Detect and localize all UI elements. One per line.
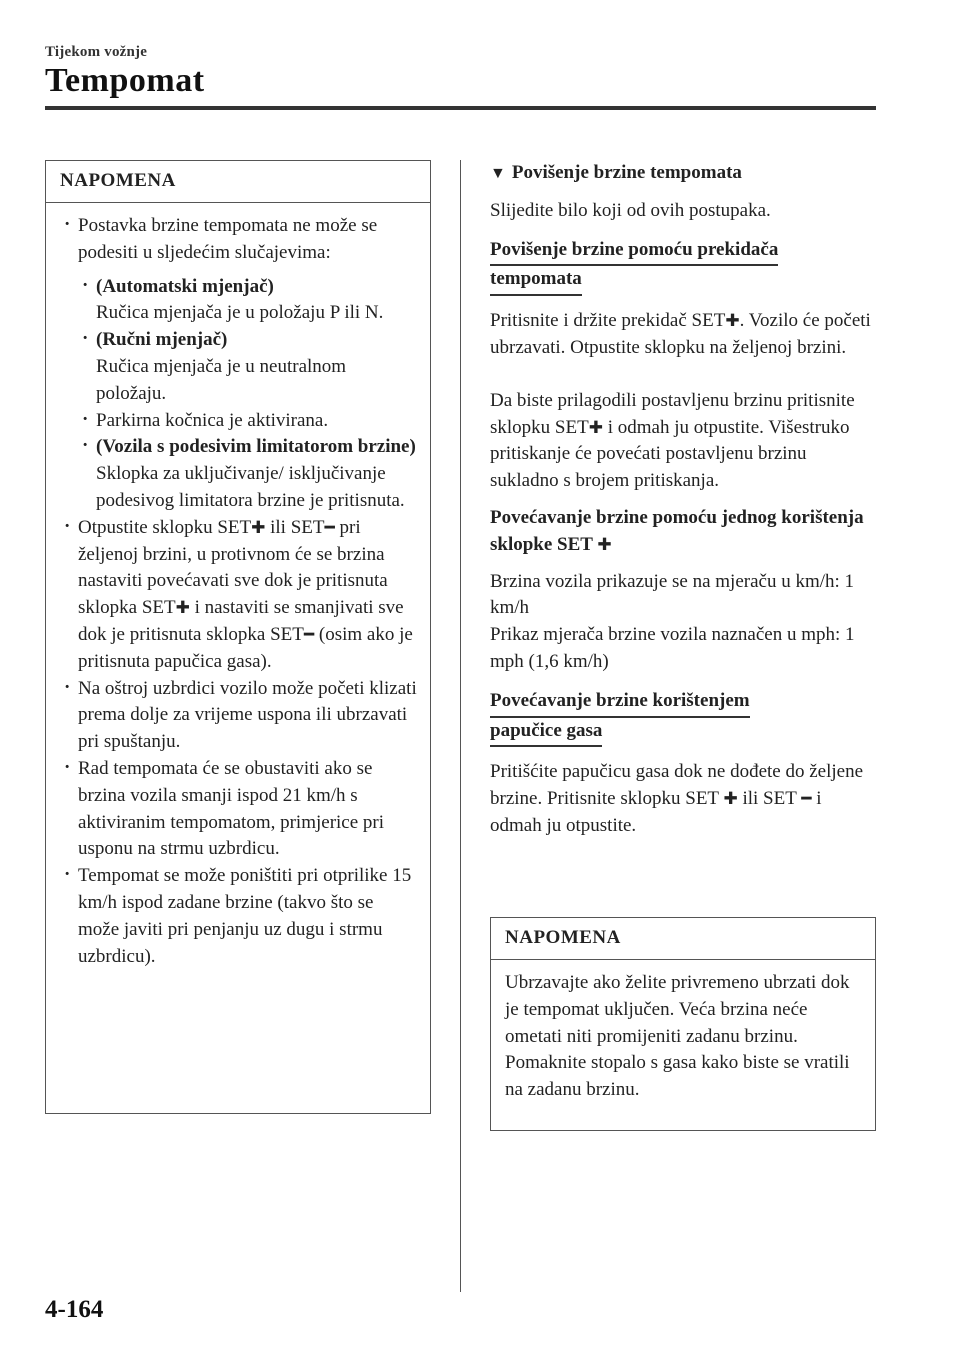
list-item: · Tempomat se može poništiti pri otprilike 15 km/h ispod zadane brzine (takvo što se može javiti pri penjanju uz dugu i strmu uzbrdicu). [60,863,418,970]
column-divider [460,160,461,1292]
list-item: · Postavka brzine tempomata ne može se podesiti u sljedećim slučajevima: [60,213,418,267]
note-heading: NAPOMENA [46,161,430,203]
minus-icon: ━ [324,517,335,538]
list-item: · Na oštroj uzbrdici vozilo može početi klizati prema dolje za vrijeme uspona ili ubrzavati pri spuštanju. [60,676,418,756]
subsection-heading: Povišenje brzine pomoću prekidača tempomata [490,237,876,297]
plus-icon: ✚ [723,789,738,810]
triangle-icon: ▼ [490,165,506,182]
title-rule [45,106,876,110]
section-heading: ▼ Povišenje brzine tempomata [490,162,742,183]
plus-icon: ✚ [175,598,190,619]
paragraph: Brzina vozila prikazuje se na mjeraču u km/h: 1 km/h [490,570,855,619]
breadcrumb: Tijekom vožnje [45,44,148,60]
minus-icon: ━ [801,789,812,810]
plus-icon: ✚ [251,517,266,538]
list-subitem: · Parkirna kočnica je aktivirana. [60,408,418,435]
note-body [46,203,430,984]
page-title: Tempomat [45,62,205,99]
list-subitem-text: Ručica mjenjača je u neutralnom položaju. [96,355,347,404]
plus-icon: ✚ [597,534,612,555]
right-note-box [490,917,876,1131]
paragraph: Prikaz mjerača brzine vozila naznačen u mph: 1 mph (1,6 km/h) [490,624,855,672]
minus-icon: ━ [303,624,315,645]
list-item: · Rad tempomata će se obustaviti ako se brzina vozila smanji ispod 21 km/h s aktiviranim tempomatom, primjerice pri usponu na strmu uzbrdicu. [60,756,418,863]
bold-heading: Povećavanje brzine pomoću jednog korištenja sklopke SET ✚ [490,506,864,555]
list-subitem-text: Sklopka za uključivanje/ isključivanje podesivog limitatora brzine je pritisnuta. [96,463,405,511]
list-item: · Otpustite sklopku SET✚ ili SET━ pri željenoj brzini, u protivnom će se brzina nastaviti povećavati sve dok je pritisnuta sklopka SET✚ i nastaviti se smanjivati sve dok je pritisnuta sklopka SET━ (osim ako je pritisnuta papučica gasa). [60,515,418,676]
plus-icon: ✚ [588,417,603,438]
paragraph: Pritisnite i držite prekidač SET✚. Vozilo će početi ubrzavati. Otpustite sklopku na željenoj brzini. [490,310,871,358]
list-subitem-text: Ručica mjenjača je u položaju P ili N. [96,302,384,324]
list-subitem: · (Ručni mjenjač) [60,327,418,354]
plus-icon: ✚ [725,311,740,332]
list-subitem: · (Vozila s podesivim limitatorom brzine) [60,434,418,461]
intro-text: Slijedite bilo koji od ovih postupaka. [490,199,771,221]
note-heading: NAPOMENA [491,918,875,960]
page-number: 4-164 [45,1296,104,1323]
subsection-heading: Povećavanje brzine korištenjem papučice gasa [490,688,876,748]
left-note-box [45,160,431,1114]
paragraph: Pritišćite papučicu gasa dok ne dođete do željene brzine. Pritisnite sklopku SET ✚ ili SET ━ i odmah ju otpustite. [490,761,864,836]
right-column [490,160,876,840]
list-subitem: · (Automatski mjenjač) [60,274,418,301]
paragraph: Da biste prilagodili postavljenu brzinu pritisnite sklopku SET✚ i odmah ju otpustite. Višestruko pritiskanje će povećati postavljenu brzinu sukladno s brojem pritiskanja. [490,389,855,492]
note-body: Ubrzavajte ako želite privremeno ubrzati dok je tempomat uključen. Veća brzina neće ometati niti promijeniti zadanu brzinu. Pomaknite stopalo s gasa kako biste se vratili na zadanu brzinu. [505,972,850,1101]
